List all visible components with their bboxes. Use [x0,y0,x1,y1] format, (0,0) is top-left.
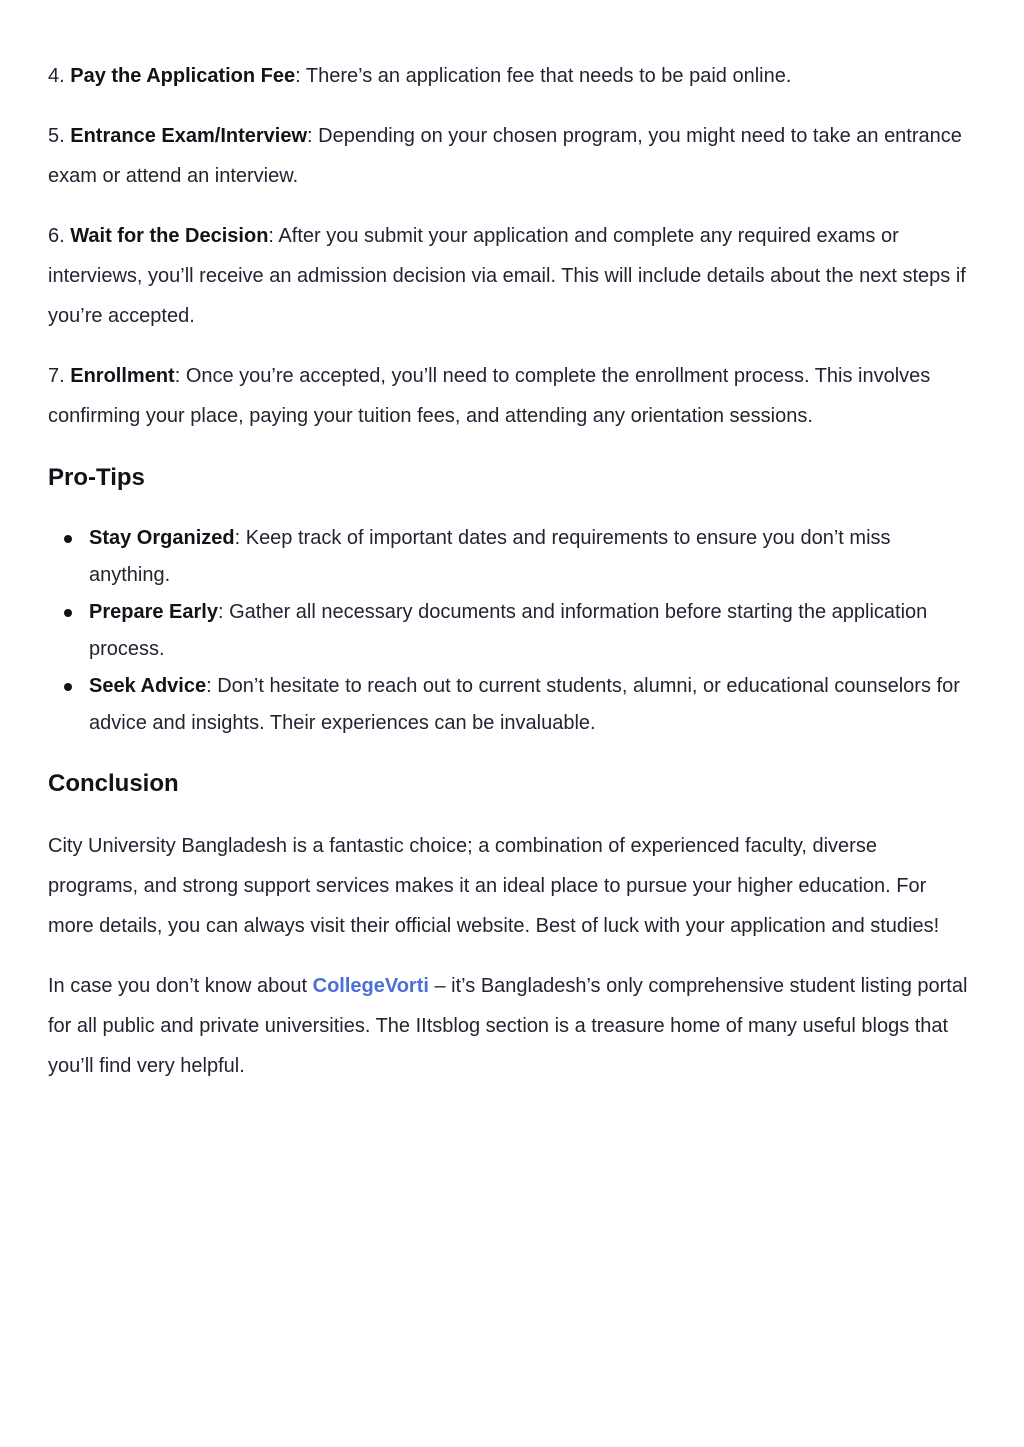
tip-title: Stay Organized [89,527,235,549]
step-text: : Once you’re accepted, you’ll need to complete the enrollment process. This involves confirming your place, paying your tuition fees, and attending any orientation sessions. [48,365,931,427]
conclusion-heading: Conclusion [48,770,179,797]
protips-heading: Pro-Tips [48,464,145,491]
cta-prefix: In case you don’t know about [48,975,313,997]
tip-title: Seek Advice [89,675,207,697]
protips-list [48,520,970,742]
step-6 [48,216,970,336]
step-title: Pay the Application Fee [70,65,296,87]
step-title: Enrollment [70,365,175,387]
step-number: 7. [48,365,65,387]
step-text: : There’s an application fee that needs to be paid online. [295,65,792,87]
tip-text: : Gather all necessary documents and information before starting the application process. [89,601,928,660]
list-item [89,668,970,742]
step-number: 4. [48,65,65,87]
step-4 [48,56,970,96]
collegevorti-link[interactable]: CollegeVorti [312,975,429,997]
cta-suffix: – it’s Bangladesh’s only comprehensive student listing portal for all public and private universities. The IItsblog section is a treasure home of many useful blogs that you’ll find very helpful. [48,975,968,1077]
list-item [89,520,970,594]
conclusion-paragraph: City University Bangladesh is a fantastic choice; a combination of experienced faculty, diverse programs, and strong support services makes it an ideal place to pursue your higher education. For more details, you can always visit their official website. Best of luck with your application and studies! [48,835,940,937]
step-number: 6. [48,225,65,247]
tip-text: : Don’t hesitate to reach out to current students, alumni, or educational counselors for advice and insights. Their experiences can be invaluable. [89,675,960,734]
step-text: : Depending on your chosen program, you might need to take an entrance exam or attend an interview. [48,125,962,187]
step-number: 5. [48,125,65,147]
tip-title: Prepare Early [89,601,218,623]
step-title: Entrance Exam/Interview [70,125,308,147]
step-7 [48,356,970,436]
tip-text: : Keep track of important dates and requirements to ensure you don’t miss anything. [89,527,891,586]
step-5 [48,116,970,196]
list-item [89,594,970,668]
step-text: : After you submit your application and complete any required exams or interviews, you’ll receive an admission decision via email. This will include details about the next steps if you’re accepted. [48,225,966,327]
step-title: Wait for the Decision [70,225,269,247]
collegevorti-paragraph [48,966,970,1086]
article-body [48,56,970,1086]
